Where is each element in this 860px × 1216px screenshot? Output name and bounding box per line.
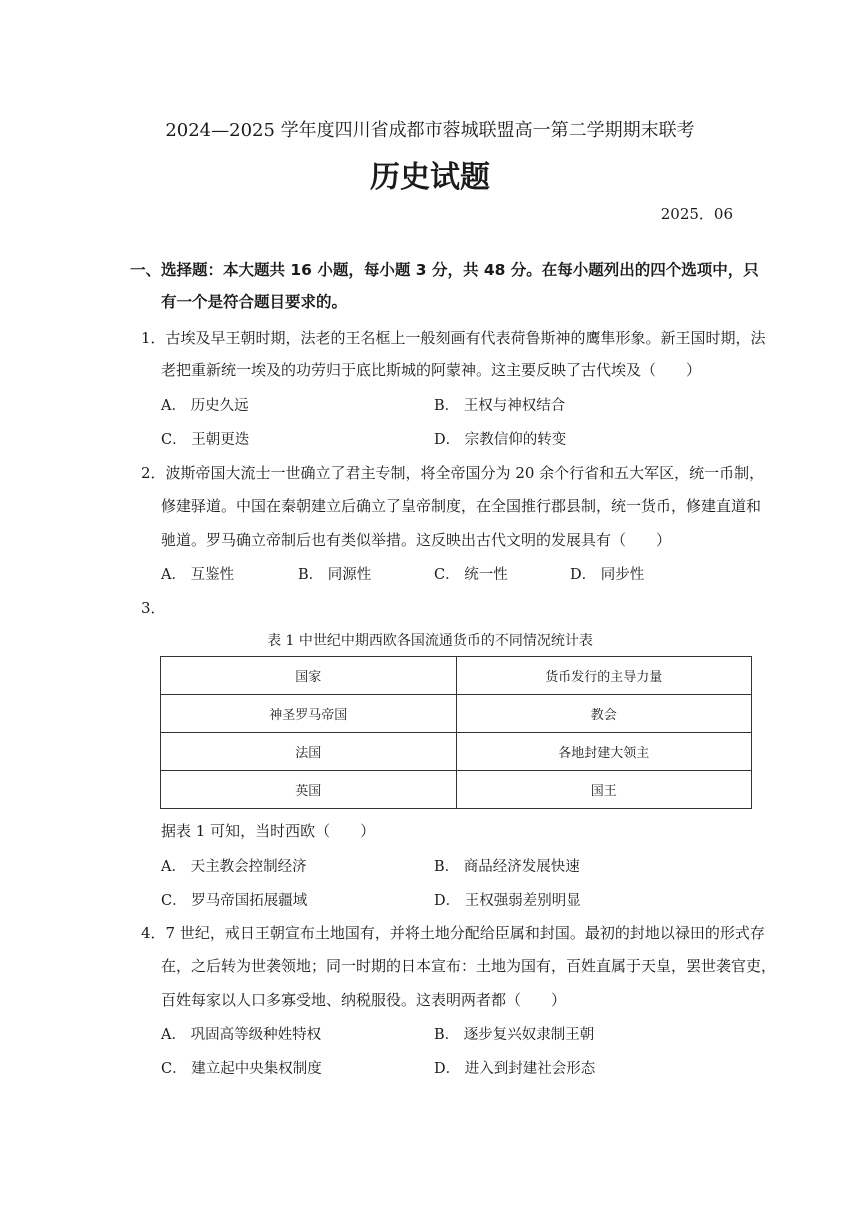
table-row: [161, 733, 752, 771]
table-cell: 国王: [456, 771, 752, 809]
q2-option-d[interactable]: D． 同步性: [570, 567, 645, 583]
table-caption: 表 1 中世纪中期西欧各国流通货币的不同情况统计表: [267, 633, 593, 649]
section-heading-line1: 一、选择题：本大题共 16 小题，每小题 3 分，共 48 分。在每小题列出的四个选项中，只: [130, 261, 759, 279]
q3-option-a[interactable]: A． 天主教会控制经济: [161, 859, 307, 875]
q2-option-b[interactable]: B． 同源性: [298, 567, 372, 583]
q4-option-d[interactable]: D． 进入到封建社会形态: [434, 1061, 596, 1077]
q2-stem-line3: 驰道。罗马确立帝制后也有类似举措。这反映出古代文明的发展具有（ ）: [161, 531, 672, 549]
q4-stem-line1: 4．7 世纪，戒日王朝宣布土地国有，并将土地分配给臣属和封国。最初的封地以禄田的形式存: [141, 924, 765, 942]
q3-number: 3．: [141, 599, 166, 617]
q2-option-c[interactable]: C． 统一性: [434, 567, 508, 583]
table-row: [161, 771, 752, 809]
q3-option-d[interactable]: D． 王权强弱差别明显: [434, 893, 581, 909]
table-header-cell: 货币发行的主导力量: [456, 657, 752, 695]
q2-stem-line1: 2．波斯帝国大流士一世确立了君主专制，将全帝国分为 20 余个行省和五大军区，统一币制，: [141, 464, 765, 482]
q2-stem-line2: 修建驿道。中国在秦朝建立后确立了皇帝制度，在全国推行郡县制，统一货币，修建直道和: [161, 497, 762, 515]
q4-option-c[interactable]: C． 建立起中央集权制度: [161, 1061, 322, 1077]
table-cell: 法国: [161, 733, 457, 771]
table-cell: 英国: [161, 771, 457, 809]
q4-option-a[interactable]: A． 巩固高等级种姓特权: [161, 1027, 322, 1043]
q4-option-b[interactable]: B． 逐步复兴奴隶制王朝: [434, 1027, 595, 1043]
q1-option-d[interactable]: D． 宗教信仰的转变: [434, 432, 567, 448]
table-header-cell: 国家: [161, 657, 457, 695]
q3-option-b[interactable]: B． 商品经济发展快速: [434, 859, 580, 875]
exam-date: 2025．06: [660, 205, 733, 223]
exam-title: 2024—2025 学年度四川省成都市蓉城联盟高一第二学期期末联考: [165, 120, 695, 141]
q4-stem-line2: 在，之后转为世袭领地；同一时期的日本宣布：土地为国有，百姓直属于天皇，罢世袭官吏，: [161, 957, 777, 975]
currency-table: [160, 656, 752, 809]
q3-option-c[interactable]: C． 罗马帝国拓展疆域: [161, 893, 308, 909]
q1-option-b[interactable]: B． 王权与神权结合: [434, 398, 566, 414]
table-cell: 神圣罗马帝国: [161, 695, 457, 733]
table-cell: 教会: [456, 695, 752, 733]
q2-option-a[interactable]: A． 互鉴性: [161, 567, 235, 583]
subject-title: 历史试题: [370, 160, 490, 195]
section-heading-line2: 有一个是符合题目要求的。: [161, 293, 348, 311]
q1-stem-line2: 老把重新统一埃及的功劳归于底比斯城的阿蒙神。这主要反映了古代埃及（ ）: [161, 361, 702, 379]
table-header-row: [161, 657, 752, 695]
q1-stem-line1: 1．古埃及早王朝时期，法老的王名框上一般刻画有代表荷鲁斯神的鹰隼形象。新王国时期，法: [141, 329, 766, 347]
q3-stem: 据表 1 可知，当时西欧（ ）: [161, 822, 376, 840]
table-cell: 各地封建大领主: [456, 733, 752, 771]
table-row: [161, 695, 752, 733]
q4-stem-line3: 百姓每家以人口多寡受地、纳税服役。这表明两者都（ ）: [161, 991, 567, 1009]
q1-option-c[interactable]: C． 王朝更迭: [161, 432, 250, 448]
q1-option-a[interactable]: A． 历史久远: [161, 398, 249, 414]
